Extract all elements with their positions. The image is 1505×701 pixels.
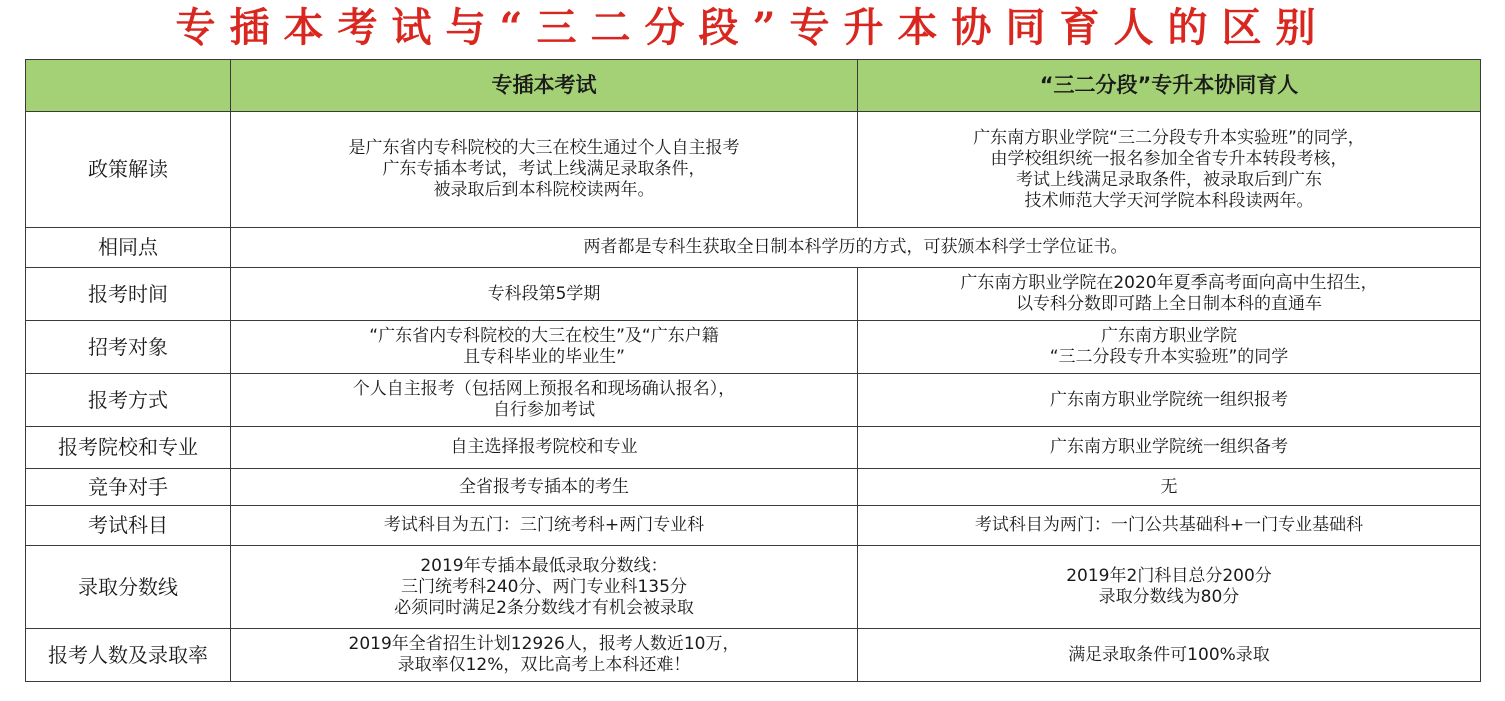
cell-line: 三门统考科240分、两门专业科135分 — [401, 576, 687, 597]
cell-zhuanchaben — [231, 469, 858, 506]
cell-line: 技术师范大学天河学院本科段读两年。 — [1024, 190, 1314, 211]
header-blank-cell — [26, 60, 231, 112]
cell-line: 广东专插本考试，考试上线满足录取条件， — [382, 159, 706, 179]
table-row-applicants — [26, 629, 1481, 682]
cell-line: 考试科目为两门：一门公共基础科+一门专业基础科 — [974, 515, 1364, 535]
cell-sanerfenduan — [858, 427, 1481, 469]
cell-line: 自行参加考试 — [493, 400, 595, 420]
cell-line: 个人自主报考（包括网上预报名和现场确认报名）， — [352, 379, 736, 399]
row-label: 报考院校和专业 — [26, 427, 231, 469]
cell-line: 由学校组织统一报名参加全省专升本转段考核， — [990, 148, 1348, 169]
cell-line: “广东省内专科院校的大三在校生”及“广东户籍 — [369, 326, 719, 346]
header-zhuanchaben: 专插本考试 — [231, 60, 858, 112]
cell-zhuanchaben — [231, 321, 858, 374]
cell-line: 满足录取条件可100%录取 — [1068, 644, 1270, 665]
row-label: 录取分数线 — [26, 546, 231, 629]
cell-line: 2019年2门科目总分200分 — [1066, 566, 1272, 586]
cell-line: 2019年专插本最低录取分数线： — [420, 555, 668, 576]
cell-line: “三二分段专升本实验班”的同学 — [1049, 347, 1289, 367]
page-title: 专插本考试与“三二分段”专升本协同育人的区别 — [175, 4, 1330, 51]
cell-sanerfenduan — [858, 374, 1481, 427]
cell-line: 广东南方职业学院 — [1101, 326, 1237, 346]
cell-line: 两者都是专科生获取全日制本科学历的方式，可获颁本科学士学位证书。 — [583, 237, 1128, 257]
table-row-policy — [26, 112, 1481, 228]
header-sanerfenduan: “三二分段”专升本协同育人 — [858, 60, 1481, 112]
row-label: 竞争对手 — [26, 469, 231, 506]
cell-line: 全省报考专插本的考生 — [459, 476, 629, 497]
row-label: 考试科目 — [26, 506, 231, 546]
table-row-target — [26, 321, 1481, 374]
table-row-similarity — [26, 228, 1481, 268]
row-label: 招考对象 — [26, 321, 231, 374]
comparison-table — [25, 59, 1481, 682]
cell-line: 广东南方职业学院在2020年夏季高考面向高中生招生， — [960, 273, 1378, 293]
cell-sanerfenduan — [858, 506, 1481, 546]
cell-line: 以专科分数即可踏上全日制本科的直通车 — [1016, 294, 1322, 314]
table-header-row — [26, 60, 1481, 112]
cell-zhuanchaben — [231, 268, 858, 321]
cell-sanerfenduan — [858, 546, 1481, 629]
cell-line: 自主选择报考院校和专业 — [450, 437, 638, 457]
cell-line: 2019年全省招生计划12926人，报考人数近10万， — [348, 634, 740, 654]
cell-line: 无 — [1160, 476, 1178, 497]
cell-zhuanchaben — [231, 112, 858, 228]
row-label: 报考人数及录取率 — [26, 629, 231, 682]
row-label: 政策解读 — [26, 112, 231, 228]
cell-line: 广东南方职业学院统一组织备考 — [1050, 437, 1288, 457]
cell-line: 录取率仅12%，双比高考上本科还难！ — [397, 655, 691, 675]
cell-zhuanchaben — [231, 374, 858, 427]
cell-line: 录取分数线为80分 — [1098, 587, 1240, 607]
cell-merged — [231, 228, 1481, 268]
cell-zhuanchaben — [231, 629, 858, 682]
cell-line: 必须同时满足2条分数线才有机会被录取 — [394, 597, 694, 618]
cell-line: 考试科目为五门：三门统考科+两门专业科 — [383, 515, 705, 535]
cell-sanerfenduan — [858, 268, 1481, 321]
cell-line: 广东南方职业学院统一组织报考 — [1050, 389, 1288, 410]
table-row-time — [26, 268, 1481, 321]
cell-sanerfenduan — [858, 112, 1481, 228]
table-row-cutoff — [26, 546, 1481, 629]
row-label: 报考方式 — [26, 374, 231, 427]
cell-line: 是广东省内专科院校的大三在校生通过个人自主报考 — [348, 138, 740, 158]
cell-sanerfenduan — [858, 629, 1481, 682]
table-row-subjects — [26, 506, 1481, 546]
table-row-method — [26, 374, 1481, 427]
cell-zhuanchaben — [231, 506, 858, 546]
cell-sanerfenduan — [858, 469, 1481, 506]
table-row-competitors — [26, 469, 1481, 506]
cell-line: 且专科毕业的毕业生” — [463, 347, 625, 367]
cell-zhuanchaben — [231, 427, 858, 469]
cell-line: 专科段第5学期 — [487, 283, 601, 304]
cell-line: 广东南方职业学院“三二分段专升本实验班”的同学， — [973, 127, 1365, 148]
cell-line: 考试上线满足录取条件，被录取后到广东 — [1016, 169, 1322, 190]
cell-zhuanchaben — [231, 546, 858, 629]
row-label: 相同点 — [26, 228, 231, 268]
table-row-school-major — [26, 427, 1481, 469]
cell-sanerfenduan — [858, 321, 1481, 374]
row-label: 报考时间 — [26, 268, 231, 321]
cell-line: 被录取后到本科院校读两年。 — [433, 180, 655, 200]
